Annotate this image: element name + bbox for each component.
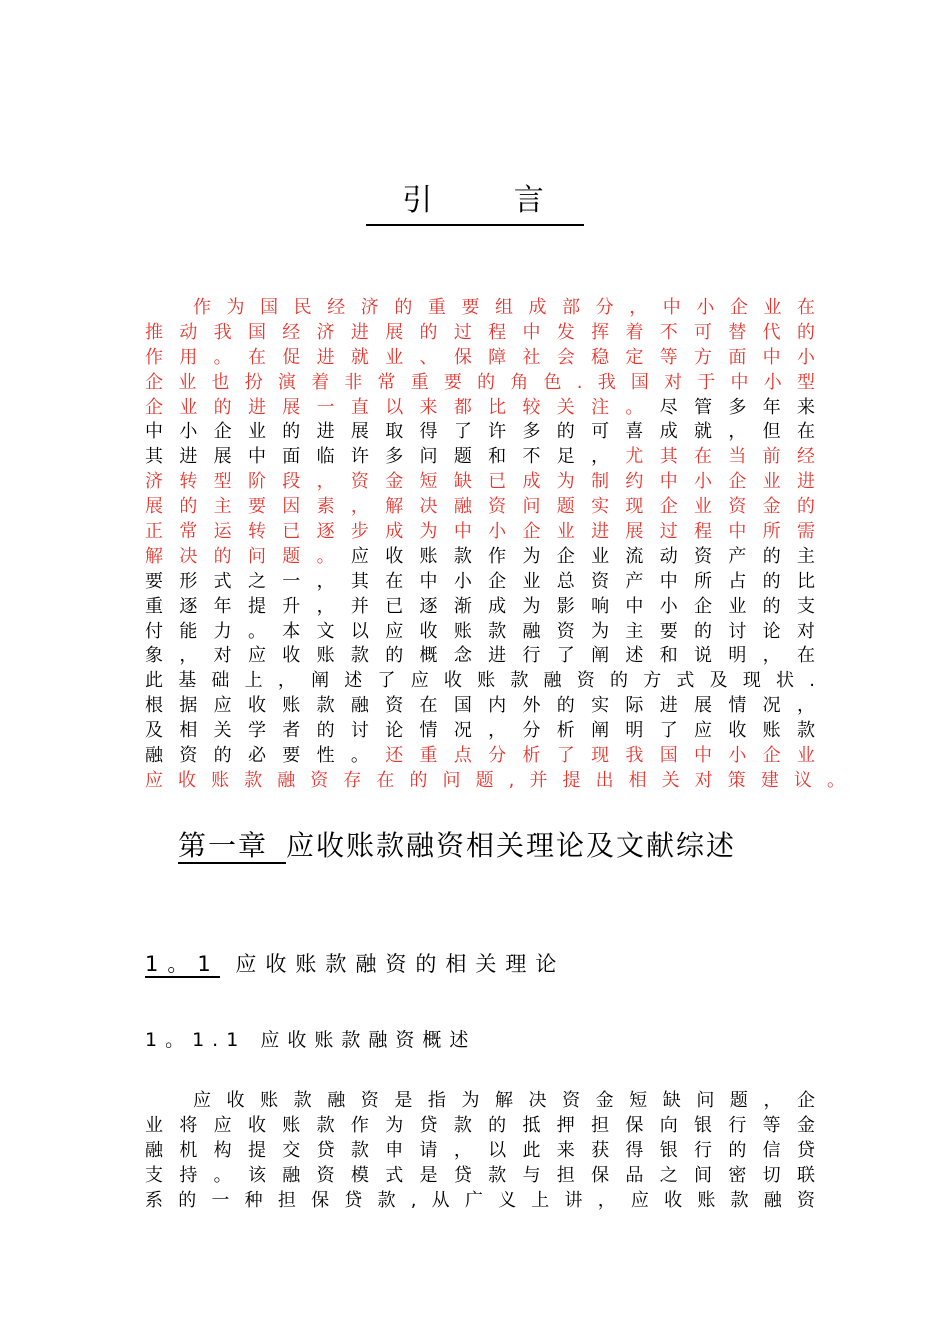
body-line: 融机构提交贷款申请，以此来获得银行的信贷 — [145, 1139, 815, 1161]
intro-line — [145, 545, 815, 570]
page-title: 引 言 — [0, 178, 950, 226]
body-paragraph — [145, 1089, 815, 1213]
text-run: 尽管多年来 — [659, 396, 816, 418]
intro-paragraph — [145, 296, 845, 794]
chapter-number: 第一章 — [178, 829, 286, 864]
text-run: 重逐年提升，并已逐渐成为影响中小企业的支 — [145, 595, 815, 617]
text-run: 企业也扮演着非常重要的角色.我国对于中小型 — [145, 371, 815, 393]
section-title: 应收账款融资的相关理论 — [235, 952, 566, 976]
body-line: 系的一种担保贷款,从广义上讲，应收账款融资 — [145, 1189, 815, 1211]
text-run: 中小企业的进展取得了许多的可喜成就，但在 — [145, 421, 815, 443]
subsection-heading — [145, 1025, 476, 1055]
text-run: 应收账款作为企业流动资产的主 — [350, 545, 816, 567]
text-run: 及相关学者的讨论情况，分析阐明了应收账款 — [145, 720, 815, 742]
intro-line — [145, 694, 815, 719]
section-number: 1。1 — [145, 952, 220, 976]
text-run: 解决的问题。 — [145, 545, 351, 567]
text-run: 正常运转已逐步成为中小企业进展过程中所需 — [145, 521, 815, 543]
intro-line — [145, 346, 815, 371]
intro-line — [145, 570, 815, 595]
chapter-heading — [178, 826, 736, 866]
subsection-number: 1。1.1 — [145, 1029, 247, 1051]
text-run: 其进展中面临许多问题和不足， — [145, 446, 626, 468]
body-line: 业将应收账款作为贷款的抵押担保向银行等金 — [145, 1114, 815, 1136]
intro-line — [145, 669, 815, 694]
intro-line — [145, 371, 815, 396]
text-run: 展的主要因素，解决融资问题实现企业资金的 — [145, 496, 815, 518]
intro-line — [145, 719, 815, 744]
intro-line — [145, 520, 815, 545]
intro-line — [145, 595, 815, 620]
chapter-title: 应收账款融资相关理论及文献综述 — [286, 829, 737, 862]
text-run: 推动我国经济进展的过程中发挥着不可替代的 — [145, 321, 815, 343]
text-run: 还重点分析了现我国中小企业 — [385, 745, 816, 767]
intro-line — [145, 769, 845, 794]
text-run: 尤其在当前经 — [625, 446, 816, 468]
text-run: 企业的进展一直以来都比较关注。 — [145, 396, 660, 418]
text-run: 要形式之一，其在中小企业总资产中所占的比 — [145, 570, 815, 592]
intro-line — [145, 420, 815, 445]
text-run: 作用。在促进就业、保障社会稳定等方面中小 — [145, 346, 815, 368]
intro-line — [145, 296, 815, 321]
body-line: 应收账款融资是指为解决资金短缺问题，企 — [193, 1090, 815, 1111]
section-heading — [145, 948, 565, 980]
text-run: 应收账款融资存在的问题,并提出相关对策建议。 — [145, 769, 845, 791]
intro-line — [145, 744, 815, 769]
body-line: 支持。该融资模式是贷款与担保品之间密切联 — [145, 1164, 815, 1186]
text-run: 此基础上，阐述了应收账款融资的方式及现状. — [145, 670, 815, 692]
intro-line — [145, 445, 815, 470]
text-run: 作为国民经济的重要组成部分，中小企业在 — [193, 297, 815, 318]
intro-line — [145, 321, 815, 346]
subsection-title: 应收账款融资概述 — [260, 1029, 477, 1051]
text-run: 济转型阶段，资金短缺已成为制约中小企业进 — [145, 471, 815, 493]
intro-line — [145, 396, 815, 421]
text-run: 根据应收账款融资在国内外的实际进展情况， — [145, 695, 815, 717]
intro-line — [145, 470, 815, 495]
text-run: 象，对应收账款的概念进行了阐述和说明，在 — [145, 645, 815, 667]
text-run: 融资的必要性。 — [145, 745, 386, 767]
intro-line — [145, 620, 815, 645]
intro-line — [145, 644, 815, 669]
text-run: 付能力。本文以应收账款融资为主要的讨论对 — [145, 620, 815, 642]
intro-line — [145, 495, 815, 520]
